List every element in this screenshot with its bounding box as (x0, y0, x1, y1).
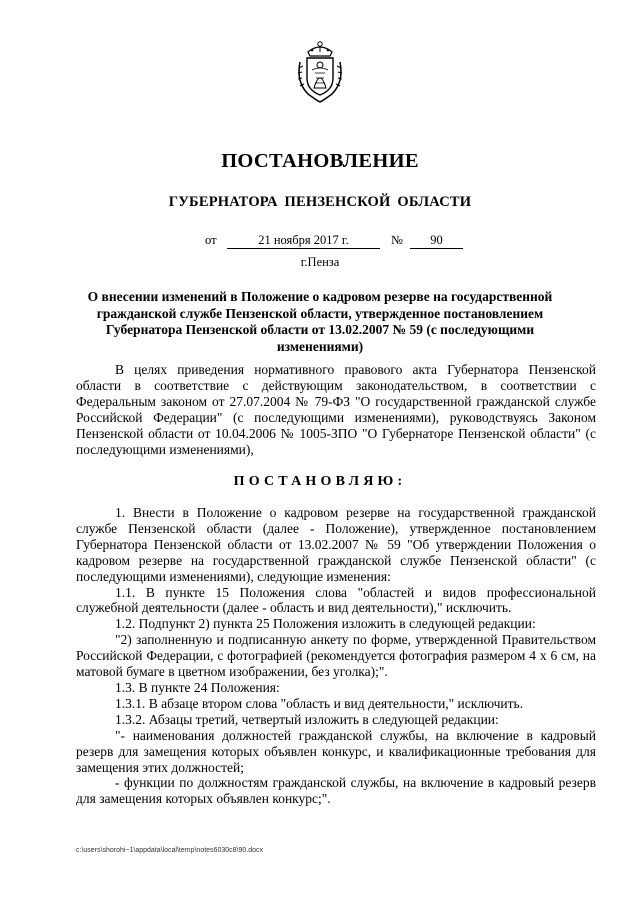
document-city: г.Пенза (300, 255, 340, 269)
paragraph-1-3-1: 1.3.1. В абзаце втором слова "область и вид деятельности," исключить. (115, 695, 524, 711)
decree-body (76, 505, 596, 807)
document-title: ПОСТАНОВЛЕНИЕ (221, 150, 419, 172)
paragraph-1: 1. Внести в Положение о кадровом резерве на государственной гражданской службе Пензенской области (далее - Положение), утвержденное постановлением Губернатора Пензенской области от 13.02.2007 № 59 "Об утверждении Положения о кадровом резерве на государственной гражданской службе Пензенской области" (с последующими изменениями), следующие изменения: (76, 505, 596, 584)
date-prefix: от (205, 233, 217, 247)
coat-of-arms-icon (294, 40, 346, 104)
preamble-block (76, 362, 596, 457)
paragraph-quote-2: "2) заполненную и подписанную анкету по форме, утвержденной Правительством Российской Федерации, с фотографией (рекомендуется фотография размером 4 x 6 см, на матовой бумаге в цветном изображении, без уголка);". (76, 632, 596, 680)
paragraph-quote-positions: "- наименования должностей гражданской службы, на включение в кадровый резерв для замещения которых объявлен конкурс, и квалификационные требования для замещения этих должностей; (76, 727, 596, 775)
paragraph-1-3-2: 1.3.2. Абзацы третий, четвертый изложить в следующей редакции: (115, 711, 499, 727)
document-number: 90 (410, 232, 463, 249)
paragraph-1-3: 1.3. В пункте 24 Положения: (115, 679, 280, 695)
number-prefix: № (391, 233, 403, 247)
decree-word: ПОСТАНОВЛЯЮ: (233, 474, 407, 489)
file-path-footer: c:\users\shorohi~1\appdata\local\temp\notes6030c8\90.docx (76, 847, 263, 854)
preamble-paragraph: В целях приведения нормативного правового акта Губернатора Пензенской области в соответствие с действующим законодательством, в соответствии с Федеральным законом от 27.07.2004 № 79-ФЗ "О государственной гражданской службе Российской Федерации" (с последующими изменениями), руководствуясь Законом Пензенской области от 10.04.2006 № 1005-ЗПО "О Губернаторе Пензенской области" (с последующими изменениями), (76, 362, 596, 457)
document-heading: О внесении изменений в Положение о кадровом резерве на государственной гражданской службе Пензенской области, утвержденное постановлением Губернатора Пензенской области от 13.02.2007 № 59 (с последующими изменениями) (87, 289, 553, 354)
document-issuer: ГУБЕРНАТОРА ПЕНЗЕНСКОЙ ОБЛАСТИ (168, 194, 472, 210)
paragraph-1-1: 1.1. В пункте 15 Положения слова "областей и видов профессиональной служебной деятельности (далее - область и вид деятельности)," исключить. (76, 584, 596, 616)
paragraph-1-2: 1.2. Подпункт 2) пункта 25 Положения изложить в следующей редакции: (115, 616, 536, 632)
document-date: 21 ноября 2017 г. (227, 232, 380, 249)
date-number-line (205, 232, 465, 248)
paragraph-quote-functions: - функции по должностям гражданской службы, на включение в кадровый резерв для замещения которых объявлен конкурс;". (76, 775, 596, 807)
